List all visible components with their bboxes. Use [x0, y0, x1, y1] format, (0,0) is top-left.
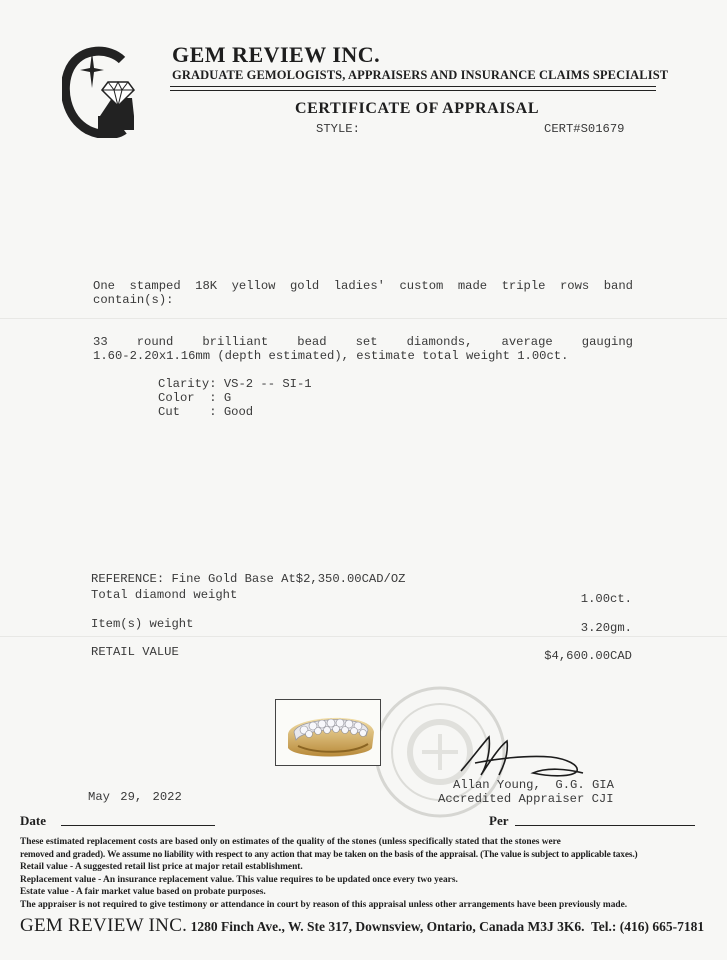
style-label: STYLE: — [316, 122, 360, 136]
diamond-weight-label: Total diamond weight — [91, 588, 238, 602]
retail-value-label: RETAIL VALUE — [91, 645, 179, 659]
footer-address: 1280 Finch Ave., W. Ste 317, Downsview, Ontario, Canada M3J 3K6. Tel.: (416) 665-7181 — [187, 919, 705, 934]
diamond-description-line: 33 round brilliant bead set diamonds, average gauging — [93, 335, 633, 349]
paper-fold — [0, 318, 727, 320]
fine-print-line: These estimated replacement costs are based only on estimates of the quality of the stones (unless specifically stated that the stones were — [20, 837, 561, 847]
cut-grade: Cut : Good — [158, 405, 254, 419]
item-description-line: contain(s): — [93, 293, 174, 307]
date-label: Date — [20, 813, 46, 828]
gem-review-logo-icon — [62, 46, 144, 138]
date-rule — [61, 825, 215, 826]
footer-company-name: GEM REVIEW INC. — [20, 915, 188, 936]
gold-reference: REFERENCE: Fine Gold Base At$2,350.00CAD/OZ — [91, 572, 406, 586]
item-weight-label: Item(s) weight — [91, 617, 194, 631]
fine-print — [20, 836, 710, 911]
diamond-description-line: 1.60-2.20x1.16mm (depth estimated), estimate total weight 1.00ct. — [93, 349, 569, 363]
certificate-title: CERTIFICATE OF APPRAISAL — [295, 100, 540, 117]
fine-print-line: The appraiser is not required to give testimony or attendance in court by reason of this appraisal unless other arrangements have been previously made. — [20, 899, 628, 910]
appraiser-signature-icon — [455, 727, 590, 782]
appraiser-name: Allan Young, G.G. GIA — [453, 778, 614, 792]
item-description-line: One stamped 18K yellow gold ladies' custom made triple rows band — [93, 279, 633, 293]
fine-print-line: Retail value - A suggested retail list price at major retail establishment. — [20, 862, 303, 872]
ring-image-icon — [276, 700, 380, 765]
fine-print-line: removed and graded). We assume no liability with respect to any action that may be taken on the basis of the appraisal. (The value is subject to applicable taxes.) — [20, 849, 638, 860]
company-name: GEM REVIEW INC. — [172, 42, 381, 67]
color-grade: Color : G — [158, 391, 232, 405]
header-rule — [170, 86, 656, 91]
per-rule — [515, 825, 695, 826]
company-tagline: GRADUATE GEMOLOGISTS, APPRAISERS AND INSURANCE CLAIMS SPECIALIST — [172, 68, 669, 82]
footer — [20, 915, 704, 937]
appraiser-title: Accredited Appraiser CJI — [438, 792, 614, 806]
per-label: Per — [489, 813, 509, 828]
item-weight-value: 3.20gm. — [580, 621, 632, 635]
fine-print-line: Replacement value - An insurance replacement value. This value requires to be updated once every two years. — [20, 874, 458, 885]
diamond-weight-value: 1.00ct. — [580, 592, 632, 606]
clarity-grade: Clarity: VS-2 -- SI-1 — [158, 377, 312, 391]
paper-fold — [0, 636, 727, 638]
ring-photo — [275, 699, 381, 766]
fine-print-line: Estate value - A fair market value based on probate purposes. — [20, 887, 266, 897]
retail-value: $4,600.00CAD — [544, 649, 632, 663]
certificate-number: CERT#S01679 — [544, 122, 625, 136]
appraisal-date: May 29, 2022 — [88, 790, 182, 804]
